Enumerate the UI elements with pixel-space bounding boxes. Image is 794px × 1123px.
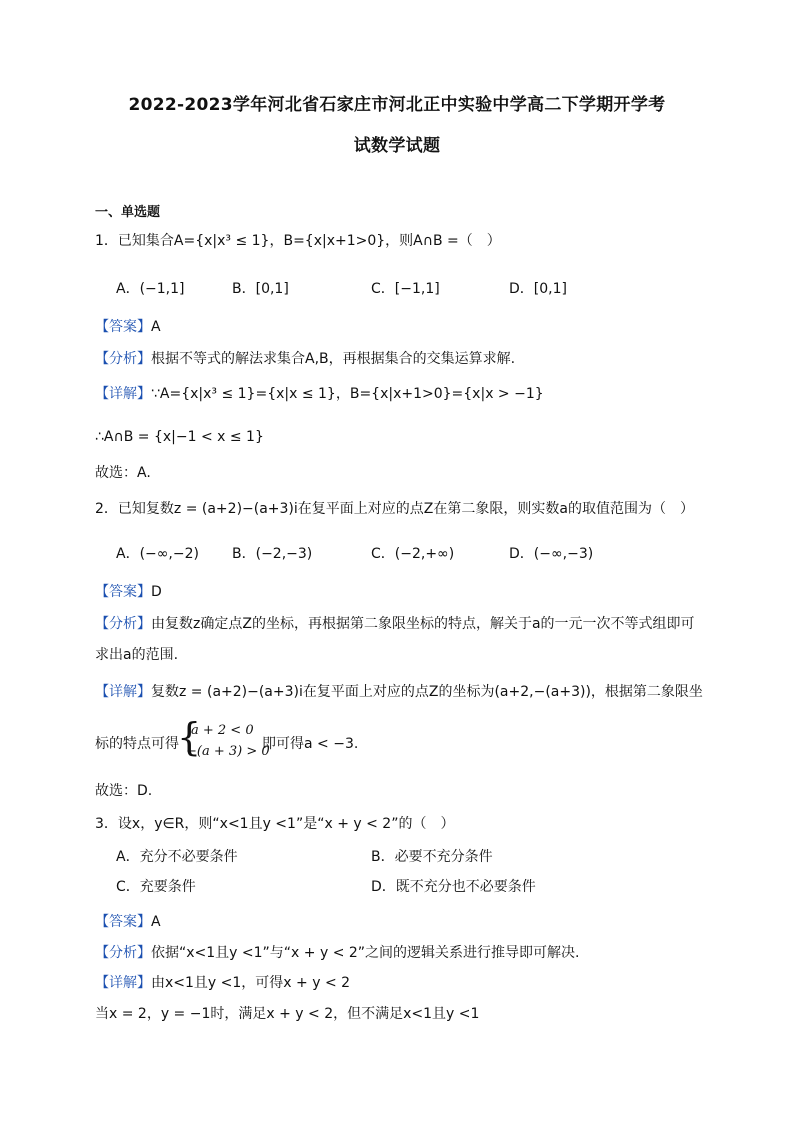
q2-option-b: B．(−2,−3)	[232, 546, 313, 562]
answer-tag: 【答案】	[95, 319, 151, 335]
q3-last-line: 当x = 2，y = −1时，满足x + y < 2，但不满足x<1且y <1	[95, 1006, 480, 1022]
q1-analysis	[95, 350, 515, 368]
q2-answer-value: D	[151, 584, 162, 600]
q1-analysis-text: 根据不等式的解法求集合A,B，再根据集合的交集运算求解.	[151, 351, 516, 367]
q2-detail-line-2-prefix: 标的特点可得	[95, 736, 179, 752]
q2-system-eq-1: a + 2 < 0	[191, 723, 254, 738]
q2-option-a: A．(−∞,−2)	[116, 546, 199, 562]
q1-answer-value: A	[151, 319, 161, 335]
q1-detail	[95, 385, 544, 403]
detail-tag: 【详解】	[95, 975, 151, 991]
q3-analysis-text: 依据“x<1且y <1”与“x + y < 2”之间的逻辑关系进行推导即可解决.	[151, 945, 580, 961]
q3-answer-value: A	[151, 914, 161, 930]
title-line-1: 2022-2023学年河北省石家庄市河北正中实验中学高二下学期开学考	[128, 95, 666, 115]
q2-detail-line-1	[95, 683, 703, 701]
q1-conclusion: ∴A∩B = {x|−1 < x ≤ 1}	[95, 429, 264, 445]
q2-answer	[95, 583, 162, 601]
q3-detail-text: 由x<1且y <1，可得x + y < 2	[151, 975, 351, 991]
analysis-tag: 【分析】	[95, 351, 151, 367]
answer-tag: 【答案】	[95, 584, 151, 600]
q2-option-c: C．(−2,+∞)	[371, 546, 455, 562]
q2-detail-text: 复数z = (a+2)−(a+3)i在复平面上对应的点Z的坐标为(a+2,−(a+3))，根据第二象限坐	[151, 684, 703, 700]
q2-analysis-line-2: 求出a的范围.	[95, 647, 179, 663]
system-brace: {	[177, 715, 202, 759]
q3-answer	[95, 913, 161, 931]
q2-stem: 2．已知复数z = (a+2)−(a+3)i在复平面上对应的点Z在第二象限，则实数a的取值范围为（ ）	[95, 501, 694, 517]
q1-answer	[95, 318, 161, 336]
section-heading: 一、单选题	[95, 205, 161, 220]
q1-option-a: A．(−1,1]	[116, 281, 185, 297]
q1-option-b: B．[0,1]	[232, 281, 289, 297]
analysis-tag: 【分析】	[95, 945, 151, 961]
q1-option-d: D．[0,1]	[509, 281, 567, 297]
q3-stem: 3．设x，y∈R，则“x<1且y <1”是“x + y < 2”的（ ）	[95, 816, 455, 832]
q1-option-c: C．[−1,1]	[371, 281, 440, 297]
q2-analysis-text: 由复数z确定点Z的坐标，再根据第二象限坐标的特点，解关于a的一元一次不等式组即可	[151, 616, 695, 632]
q3-option-b: B．必要不充分条件	[371, 849, 493, 865]
q1-choose: 故选：A.	[95, 465, 151, 481]
analysis-tag: 【分析】	[95, 616, 151, 632]
answer-tag: 【答案】	[95, 914, 151, 930]
detail-tag: 【详解】	[95, 386, 151, 402]
title-line-2: 试数学试题	[353, 136, 441, 156]
q3-detail	[95, 974, 350, 992]
q2-detail-line-2-suffix: 即可得a < −3.	[262, 736, 359, 752]
q1-detail-text: ∵A={x|x³ ≤ 1}={x|x ≤ 1}，B={x|x+1>0}={x|x > −1}	[151, 386, 544, 402]
q2-system-eq-2: −(a + 3) > 0	[186, 744, 270, 759]
q2-analysis-line-1	[95, 615, 695, 633]
q3-option-c: C．充要条件	[116, 879, 196, 895]
q3-option-d: D．既不充分也不必要条件	[371, 879, 536, 895]
q2-choose: 故选：D.	[95, 783, 153, 799]
detail-tag: 【详解】	[95, 684, 151, 700]
q2-option-d: D．(−∞,−3)	[509, 546, 594, 562]
q3-option-a: A．充分不必要条件	[116, 849, 238, 865]
q3-analysis	[95, 944, 580, 962]
q1-stem: 1．已知集合A={x|x³ ≤ 1}，B={x|x+1>0}，则A∩B =（ ）	[95, 233, 501, 249]
